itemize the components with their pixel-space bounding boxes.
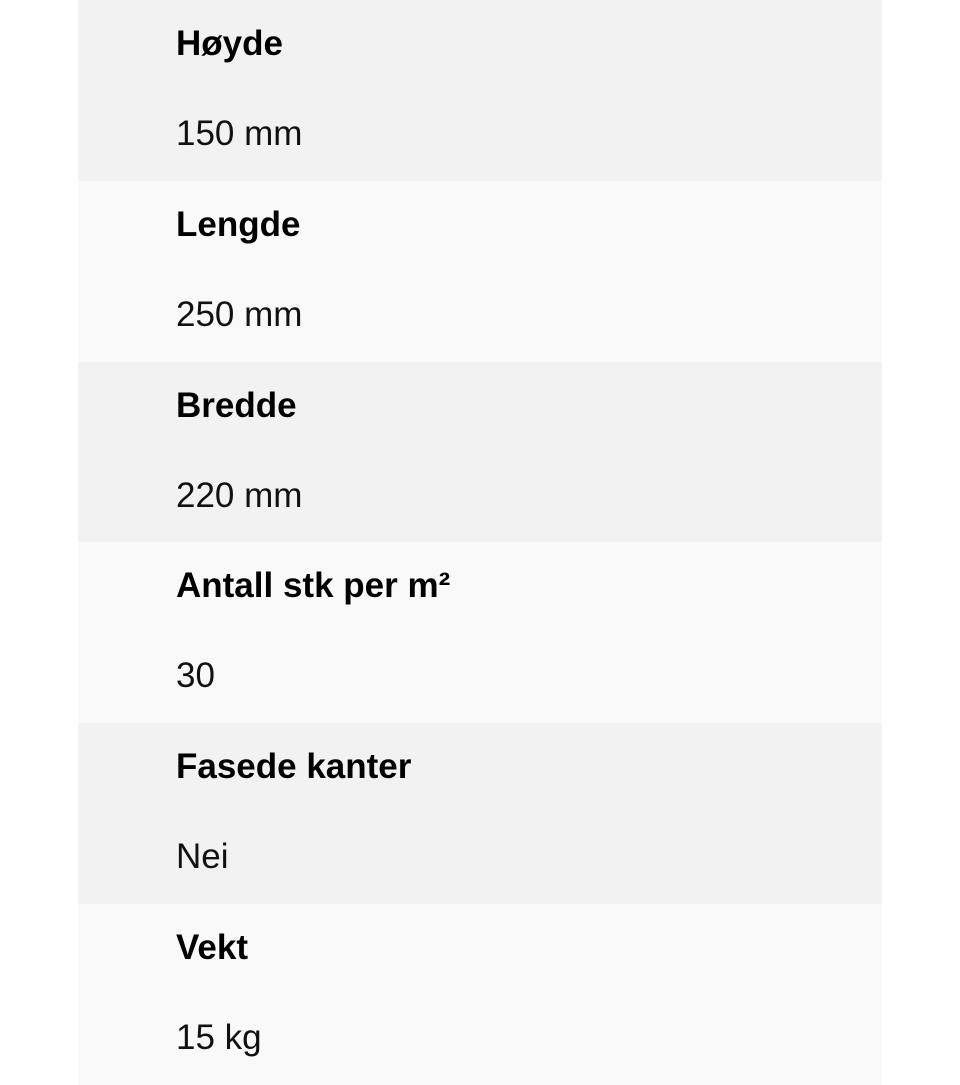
spec-value: 30 [176,656,215,696]
product-specifications-table [78,0,882,1085]
spec-label: Bredde [176,385,297,425]
spec-value: 15 kg [176,1017,262,1057]
spec-label: Fasede kanter [176,747,412,787]
spec-value: Nei [176,837,229,877]
spec-label: Vekt [176,927,248,967]
spec-row-length [78,181,882,362]
spec-label: Høyde [176,24,283,63]
spec-row-pieces-per-m2 [78,542,882,723]
spec-row-width [78,362,882,543]
spec-value: 220 mm [176,475,303,515]
spec-label: Antall stk per m² [176,566,451,606]
spec-value: 150 mm [176,114,303,153]
spec-value: 250 mm [176,294,303,334]
spec-row-height [78,0,882,181]
spec-label: Lengde [176,204,301,244]
spec-row-weight [78,904,882,1085]
spec-row-beveled-edges [78,723,882,904]
